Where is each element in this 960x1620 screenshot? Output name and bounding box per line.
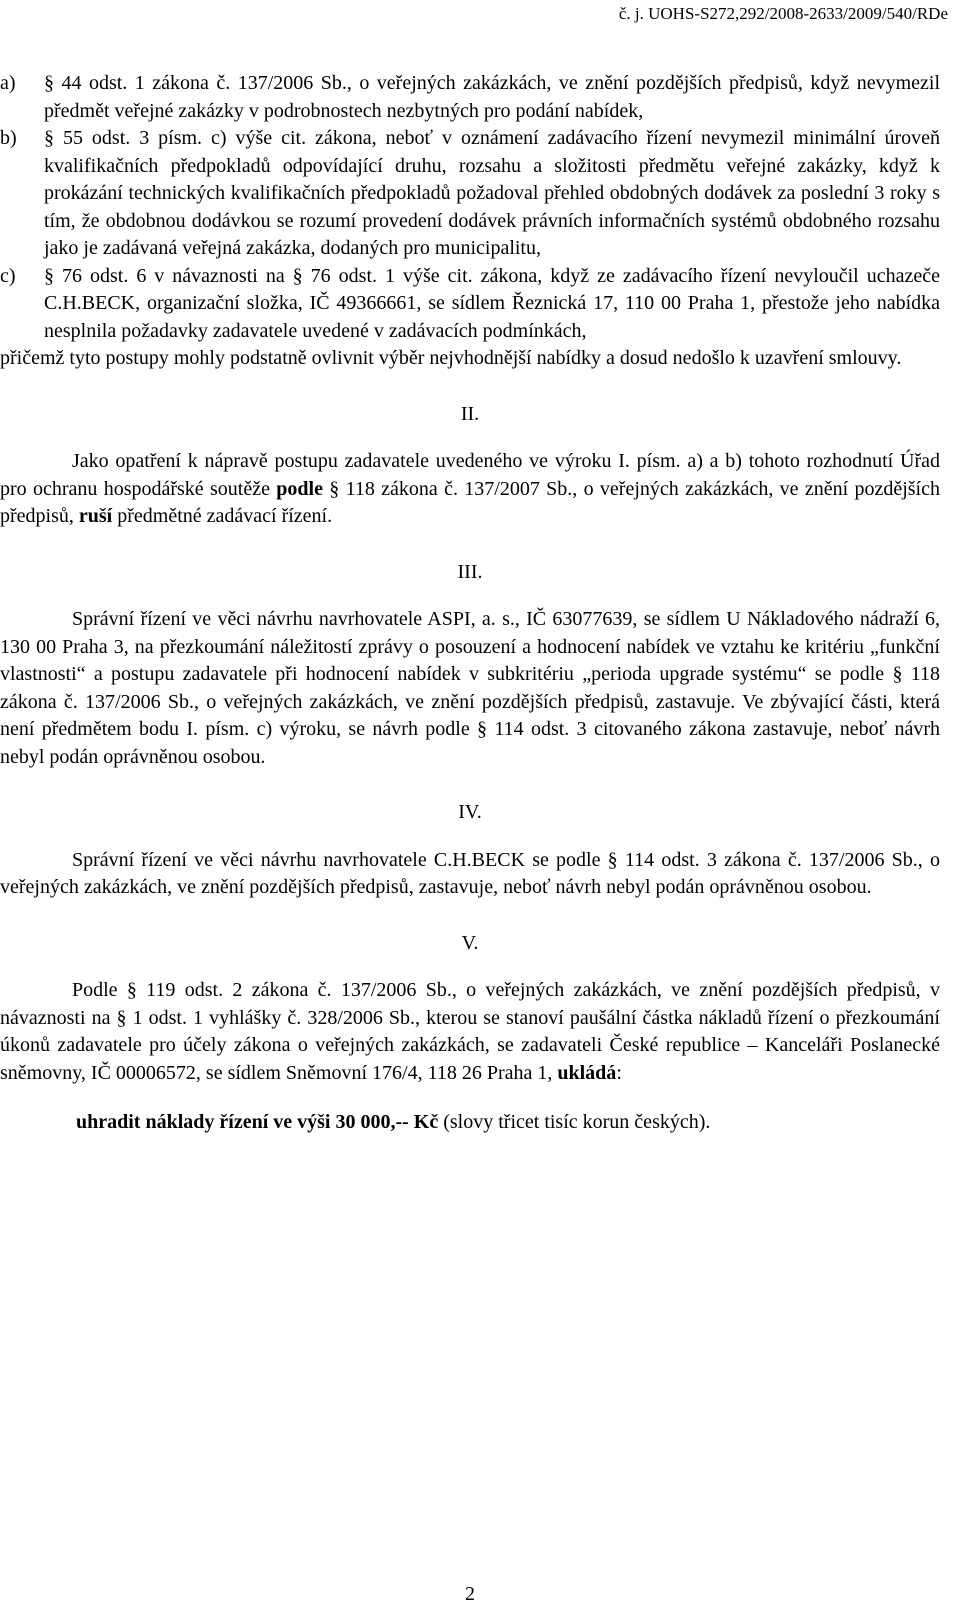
payment-words: (slovy třicet tisíc korun českých). bbox=[443, 1111, 711, 1133]
section-v-bold-uklada: ukládá bbox=[557, 1061, 617, 1084]
section-v-colon: : bbox=[616, 1061, 622, 1084]
list-label: b) bbox=[0, 127, 17, 149]
section-heading-iv: IV. bbox=[458, 801, 482, 823]
section-ii-paragraph bbox=[0, 448, 940, 531]
section-heading-iii: III. bbox=[457, 560, 483, 583]
section-ii-bold-rusi: ruší bbox=[78, 505, 113, 527]
section-ii-text-3: předmětné zadávací řízení. bbox=[117, 505, 333, 527]
list-item-text: § 76 odst. 6 v návaznosti na § 76 odst. 1 výše cit. zákona, když ze zadávacího řízení nevyloučil uchazeče C.H.BECK, organizační složka, IČ 49366661, se sídlem Řeznická 17, 110 00 Praha 1, přestože jeho nabídka nesplnila požadavky zadavatele uvedené v zadávacích podmínkách, bbox=[44, 264, 940, 342]
section-ii-text-2: § 118 zákona č. 137/2007 Sb., o veřejných zakázkách, ve znění pozdějších předpisů, bbox=[0, 477, 940, 527]
section-ii-bold-podle: podle bbox=[276, 477, 323, 500]
list-item-text: § 55 odst. 3 písm. c) výše cit. zákona, neboť v oznámení zadávacího řízení nevymezil minimální úroveň kvalifikačních předpokladů odpovídající druhu, rozsahu a složitosti předmětu veřejné zakázky, když k prokázání technických kvalifikačních předpokladů požadoval přehled obdobných dodávek za poslední 3 roky s tím, že obdobnou dodávkou se rozumí provedení dodávek právních informačních systémů obdobného rozsahu jako je zadávaná veřejná zakázka, dodaných pro municipalitu, bbox=[44, 127, 940, 259]
list-item-b bbox=[0, 125, 940, 263]
document-reference: č. j. UOHS-S272,292/2008-2633/2009/540/RDe bbox=[618, 4, 948, 23]
section-ii-text-1: Jako opatření k nápravě postupu zadavatele uvedeného ve výroku I. písm. a) a b) tohoto rozhodnutí Úřad pro ochranu hospodářské soutěže bbox=[0, 450, 940, 500]
section-v-text: Podle § 119 odst. 2 zákona č. 137/2006 Sb., o veřejných zakázkách, ve znění pozdějších předpisů, v návaznosti na § 1 odst. 1 vyhlášky č. 328/2006 Sb., kterou se stanoví paušální částka nákladů řízení o přezkoumání úkonů zadavatele pro účely zákona o veřejných zakázkách, se zadavateli České republice – Kanceláři Poslanecké sněmovny, IČ 00006572, se sídlem Sněmovní 176/4, 118 26 Praha 1, bbox=[0, 979, 940, 1084]
payment-bold: uhradit náklady řízení ve výši 30 000,-- Kč bbox=[76, 1111, 439, 1133]
payment-order bbox=[0, 1109, 940, 1137]
section-iii-paragraph: Správní řízení ve věci návrhu navrhovatele ASPI, a. s., IČ 63077639, se sídlem U Nákladového nádraží 6, 130 00 Praha 3, na přezkoumání náležitostí zprávy o posouzení a hodnocení nabídek ve vztahu ke kritériu „funkční vlastnosti“ a postupu zadavatele při hodnocení nabídek v subkritériu „perioda upgrade systému“ se podle § 118 zákona č. 137/2006 Sb., o veřejných zakázkách, ve znění pozdějších předpisů, zastavuje. Ve zbývající části, která není předmětem bodu I. písm. c) výroku, se návrh podle § 114 odst. 3 citovaného zákona zastavuje, neboť návrh nebyl podán oprávněnou osobou. bbox=[0, 608, 940, 768]
document-body bbox=[0, 70, 940, 1137]
list-label: a) bbox=[0, 72, 16, 94]
page-number: 2 bbox=[465, 1583, 475, 1605]
closing-paragraph: přičemž tyto postupy mohly podstatně ovlivnit výběr nejvhodnější nabídky a dosud nedošlo k uzavření smlouvy. bbox=[0, 347, 902, 369]
section-heading-v: V. bbox=[461, 931, 479, 954]
section-iv-paragraph: Správní řízení ve věci návrhu navrhovatele C.H.BECK se podle § 114 odst. 3 zákona č. 137/2006 Sb., o veřejných zakázkách, ve znění pozdějších předpisů, zastavuje, neboť návrh nebyl podán oprávněnou osobou. bbox=[0, 848, 940, 898]
list-label: c) bbox=[0, 264, 16, 287]
list-item-a bbox=[0, 70, 940, 125]
list-item-text: § 44 odst. 1 zákona č. 137/2006 Sb., o veřejných zakázkách, ve znění pozdějších předpisů, když nevymezil předmět veřejné zakázky v podrobnostech nezbytných pro podání nabídek, bbox=[44, 72, 940, 122]
section-v-paragraph bbox=[0, 977, 940, 1087]
list-item-c bbox=[0, 263, 940, 346]
section-heading-ii: II. bbox=[460, 402, 480, 425]
